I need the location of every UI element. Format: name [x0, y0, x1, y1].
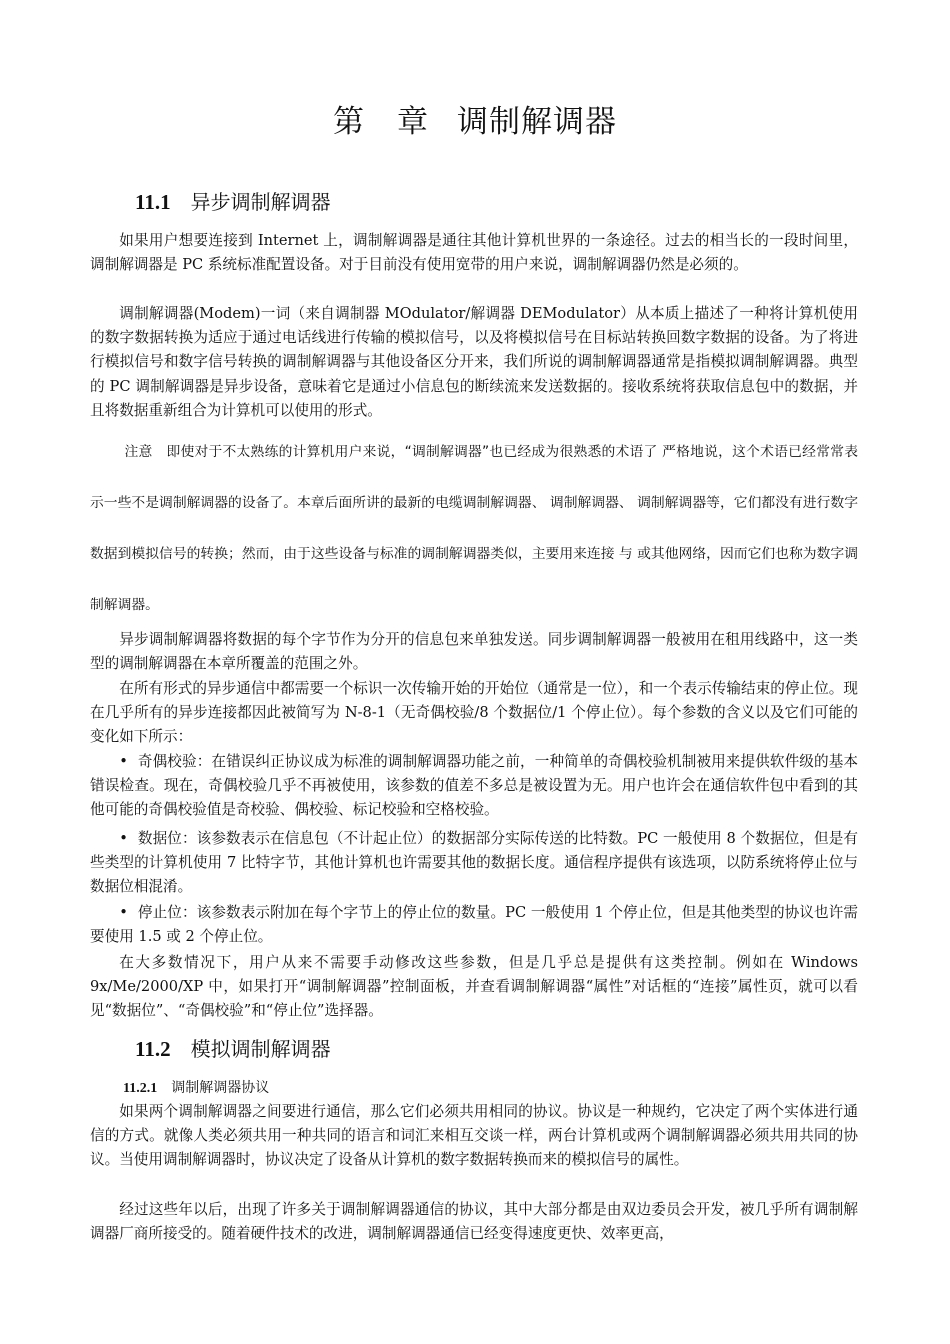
bullet-text: 奇偶校验：在错误纠正协议成为标准的调制解调器功能之前，一种简单的奇偶校验机制被用来提供软件级的基本错误检查。现在，奇偶校验几乎不再被使用，该参数的值差不多总是被设置为无。用户也许会在通信软件包中看到的其他可能的奇偶校验值是奇校验、偶校验、标记校验和空格校验。 [90, 753, 858, 819]
paragraph-7: 经过这些年以后，出现了许多关于调制解调器通信的协议，其中大部分都是由双边委员会开发，被几乎所有调制解调器厂商所接受的。随着硬件技术的改进，调制解调器通信已经变得速度更快、效率更高， [90, 1201, 858, 1243]
chapter-middle: 章 [397, 104, 429, 140]
paragraph-2: 调制解调器(Modem)一词（来自调制器 MOdulator/解调器 DEModulator）从本质上描述了一种将计算机使用的数字数据转换为适应于通过电话线进行传输的模拟信号，以及将模拟信号在目标站转换回数字数据的设备。为了将进行模拟信号和数字信号转换的调制解调器与其他设备区分开来，我们所说的调制解调器通常是指模拟调制解调器。典型的 PC 调制解调器是异步设备，意味着它是通过小信息包的断续流来发送数据的。接收系统将获取信息包中的数据，并且将数据重新组合为计算机可以使用的形式。 [90, 305, 858, 419]
note-label: 注意 [124, 444, 153, 460]
bullet-text: 停止位：该参数表示附加在每个字节上的停止位的数量。PC 一般使用 1 个停止位，但是其他类型的协议也许需要使用 1.5 或 2 个停止位。 [90, 904, 858, 946]
note-block [90, 427, 858, 631]
paragraph-4: 在所有形式的异步通信中都需要一个标识一次传输开始的开始位（通常是一位），和一个表示传输结束的停止位。现在几乎所有的异步连接都因此被简写为 N-8-1（无奇偶校验/8 个数据位/1 个停止位）。每个参数的含义以及它们可能的变化如下所示： [90, 680, 858, 746]
bullet-icon: • [119, 753, 128, 770]
section-title: 异步调制解调器 [190, 190, 331, 214]
chapter-prefix: 第 [333, 104, 365, 140]
subsection-number: 11.2.1 [123, 1081, 158, 1096]
chapter-title [0, 96, 950, 141]
section-heading-11-2 [135, 1033, 331, 1062]
bullet-icon: • [119, 830, 128, 847]
bullet-item-stop-bits [90, 901, 858, 949]
subsection-heading-11-2-1 [123, 1077, 269, 1097]
bullet-text: 数据位：该参数表示在信息包（不计起止位）的数据部分实际传送的比特数。PC 一般使用 8 个数据位，但是有些类型的计算机使用 7 比特字节，其他计算机也许需要其他的数据长度。通信程序提供有该选项，以防系统将停止位与数据位相混淆。 [90, 830, 858, 896]
note-text: 即使对于不太熟练的计算机用户来说，“调制解调器”也已经成为很熟悉的术语了 严格地说，这个术语已经常常表示一些不是调制解调器的设备了。本章后面所讲的最新的电缆调制解调器、 调制解调器、 调制解调器等，它们都没有进行数字数据到模拟信号的转换；然而，由于这些设备与标准的调制解调器类似，主要用来连接 与 或其他网络，因而它们也称为数字调制解调器。 [90, 444, 858, 613]
paragraph-6: 如果两个调制解调器之间要进行通信，那么它们必须共用相同的协议。协议是一种规约，它决定了两个实体进行通信的方式。就像人类必须共用一种共同的语言和词汇来相互交谈一样，两台计算机或两个调制解调器必须共用共同的协议。当使用调制解调器时，协议决定了设备从计算机的数字数据转换而来的模拟信号的属性。 [90, 1103, 858, 1169]
bullet-item-parity [90, 750, 858, 823]
section-number: 11.2 [135, 1037, 171, 1061]
paragraph-5: 在大多数情况下，用户从来不需要手动修改这些参数，但是几乎总是提供有这类控制。例如在 Windows 9x/Me/2000/XP 中，如果打开“调制解调器”控制面板，并查看调制解调器“属性”对话框的“连接”属性页，就可以看见“数据位”、“奇偶校验”和“停止位”选择器。 [90, 954, 858, 1020]
section-title: 模拟调制解调器 [190, 1037, 331, 1061]
section-heading-11-1 [135, 186, 331, 215]
bullet-icon: • [119, 904, 128, 921]
subsection-title: 调制解调器协议 [171, 1080, 270, 1096]
chapter-name: 调制解调器 [457, 104, 617, 140]
bullet-item-data-bits [90, 827, 858, 900]
section-number: 11.1 [135, 190, 171, 214]
paragraph-3: 异步调制解调器将数据的每个字节作为分开的信息包来单独发送。同步调制解调器一般被用在租用线路中，这一类型的调制解调器在本章所覆盖的范围之外。 [90, 631, 858, 673]
paragraph-1: 如果用户想要连接到 Internet 上，调制解调器是通往其他计算机世界的一条途径。过去的相当长的一段时间里，调制解调器是 PC 系统标准配置设备。对于目前没有使用宽带的用户来说，调制解调器仍然是必须的。 [90, 232, 858, 274]
